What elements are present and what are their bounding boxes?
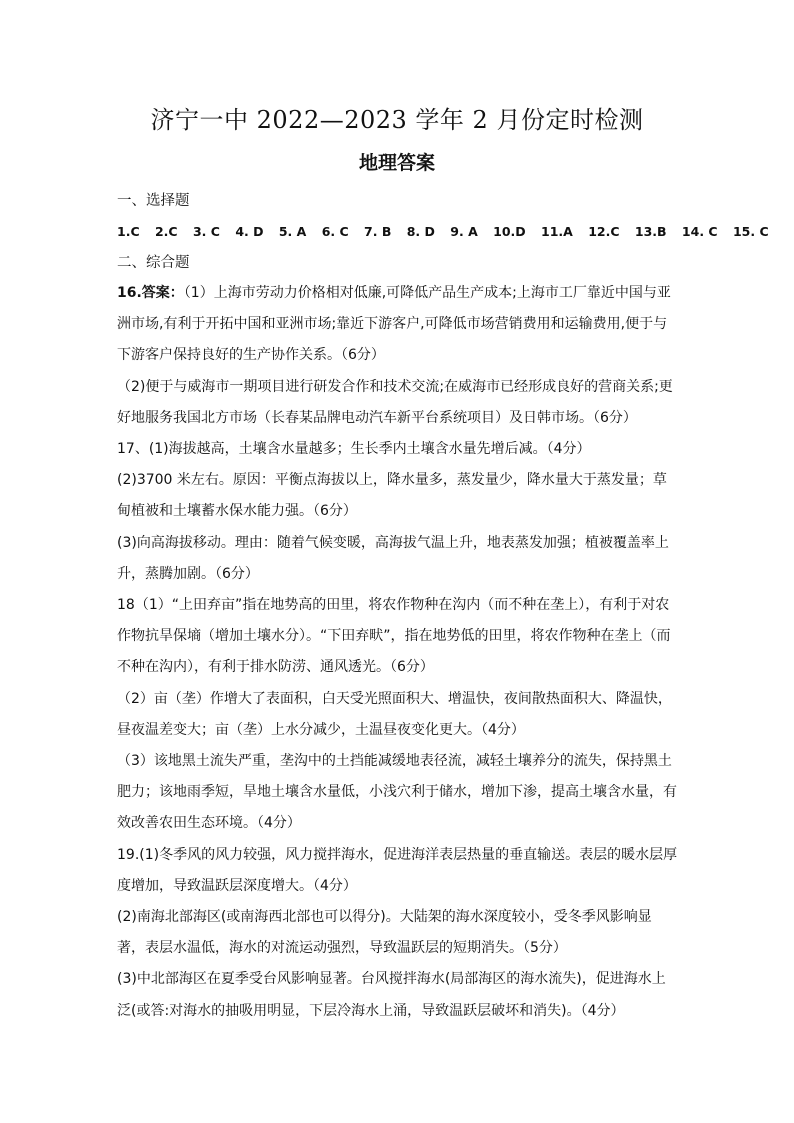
page-subtitle: 地理答案 xyxy=(358,152,435,174)
q16-part1 xyxy=(117,278,679,372)
q16-part1-text: （1）上海市劳动力价格相对低廉,可降低产品生产成本;上海市工厂靠近中国与亚洲市场,有利于开拓中国和亚洲市场;靠近下游客户,可降低市场营销费用和运输费用,便于与下游客户保持良好的生产协作关系。（6分） xyxy=(117,285,671,364)
q18-part1: 18（1）“上田弃亩”指在地势高的田里，将农作物种在沟内（而不种在垄上），有利于对农作物抗旱保墒（增加土壤水分）。“下田弃畎”，指在地势低的田里，将农作物种在垄上（而不种在沟内），有利于排水防涝、通风透光。（6分） xyxy=(117,597,671,676)
answer-item: 14. C xyxy=(681,224,718,239)
q19-part3: (3)中北部海区在夏季受台风影响显著。台风搅拌海水(局部海区的海水流失)，促进海水上泛(或答:对海水的抽吸用明显，下层冷海水上涌，导致温跃层破坏和消失)。（4分） xyxy=(117,971,666,1019)
section-heading-comprehensive: 二、综合题 xyxy=(117,255,190,271)
answer-item: 8. D xyxy=(406,224,435,239)
q18-part2: （2）亩（垄）作增大了表面积，白天受光照面积大、增温快，夜间散热面积大、降温快，昼夜温差变大；亩（垄）上水分减少，土温昼夜变化更大。（4分） xyxy=(117,690,672,738)
answer-item: 15. C xyxy=(732,224,769,239)
answer-item: 13.B xyxy=(634,224,667,239)
answer-item: 11.A xyxy=(541,224,573,239)
q16-part2: （2)便于与威海市一期项目进行研发合作和技术交流;在威海市已经形成良好的营商关系;更好地服务我国北方市场（长春某品牌电动汽车新平台系统项目）及日韩市场。（6分） xyxy=(117,378,673,426)
answer-item: 1.C xyxy=(117,224,140,239)
page-title: 济宁一中 2022—2023 学年 2 月份定时检测 xyxy=(150,106,644,134)
q19-part2: (2)南海北部海区(或南海西北部也可以得分)。大陆架的海水深度较小，受冬季风影响显著，表层水温低，海水的对流运动强烈，导致温跃层的短期消失。（5分） xyxy=(117,909,652,957)
q17-part1: 17、(1)海拔越高，土壤含水量越多；生长季内土壤含水量先增后减。（4分） xyxy=(117,441,591,458)
answer-item: 9. A xyxy=(450,224,478,239)
choice-answers xyxy=(117,216,769,248)
answer-item: 5. A xyxy=(278,224,307,239)
answer-item: 7. B xyxy=(364,224,392,239)
answer-item: 4. D xyxy=(235,224,264,239)
answer-item: 3. C xyxy=(192,224,220,239)
answer-item: 10.D xyxy=(493,224,526,239)
answer-content xyxy=(117,186,769,1027)
answer-item: 12.C xyxy=(588,224,620,239)
q19-part1: 19.(1)冬季风的风力较强，风力搅拌海水，促进海洋表层热量的垂直输送。表层的暖水层厚度增加，导致温跃层深度增大。（4分） xyxy=(117,846,678,894)
section-heading-choice: 一、选择题 xyxy=(117,193,190,209)
answer-item: 6. C xyxy=(321,224,349,239)
q17-part3: (3)向高海拔移动。理由：随着气候变暖，高海拔气温上升，地表蒸发加强；植被覆盖率上升，蒸腾加剧。（6分） xyxy=(117,534,669,582)
q17-part2: (2)3700 米左右。原因：平衡点海拔以上，降水量多，蒸发量少，降水量大于蒸发量；草甸植被和土壤蓄水保水能力强。（6分） xyxy=(117,472,667,520)
answer-item: 2.C xyxy=(154,224,178,239)
q18-part3: （3）该地黑土流失严重，垄沟中的土挡能减缓地表径流，减轻土壤养分的流失，保持黑土肥力；该地雨季短，旱地土壤含水量低，小浅穴利于储水，增加下渗，提高土壤含水量，有效改善农田生态环境。（4分） xyxy=(117,753,677,832)
q16-label: 16.答案： xyxy=(117,285,184,301)
